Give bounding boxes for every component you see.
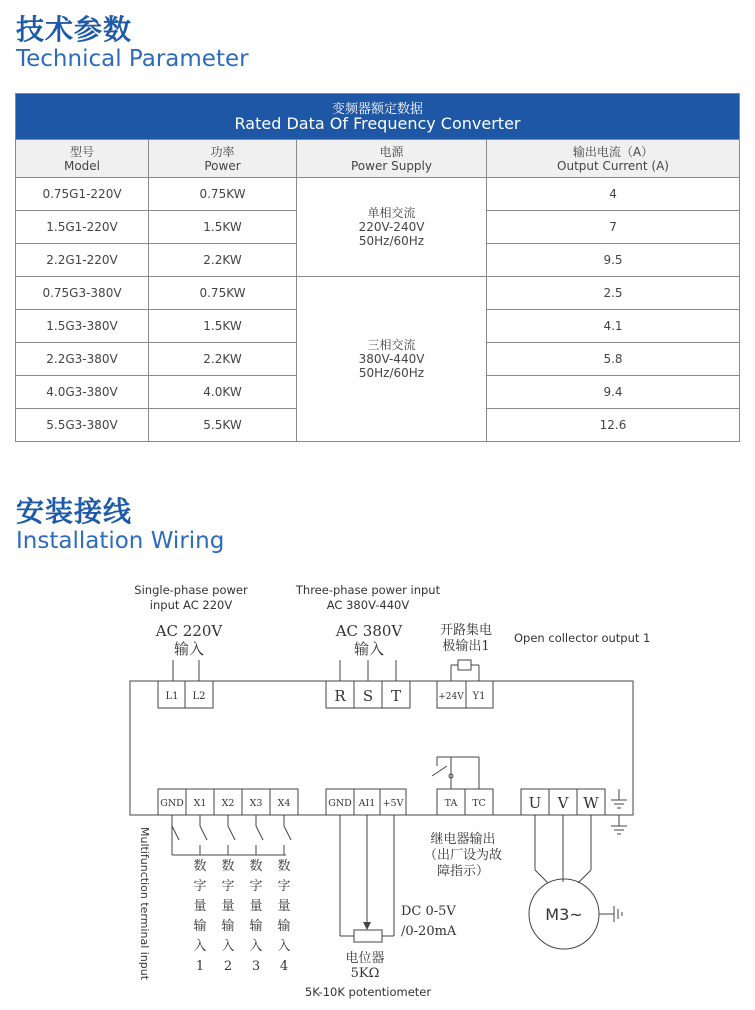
pot-label-cn: 5KΩ xyxy=(350,966,380,981)
digital-input-char: 字 xyxy=(221,879,235,894)
cell-current: 9.4 xyxy=(487,376,740,409)
relay-label: 继电器输出 xyxy=(430,832,496,847)
digital-input-char: 字 xyxy=(193,879,207,894)
cell-current: 4.1 xyxy=(487,310,740,343)
col-header-cn: 功率 xyxy=(210,144,235,159)
table-title xyxy=(16,94,740,140)
digital-input-char: 输 xyxy=(249,919,263,934)
cell-current: 2.5 xyxy=(487,277,740,310)
digital-input-char: 量 xyxy=(193,899,207,914)
digital-input-char: 数 xyxy=(193,859,207,874)
table-row xyxy=(16,277,740,310)
cell-current: 4 xyxy=(487,178,740,211)
table-row xyxy=(16,178,740,211)
cell-current: 5.8 xyxy=(487,343,740,376)
single-phase-label-cn: AC 220V xyxy=(155,622,223,640)
section-title-cn: 技术参数 xyxy=(16,13,133,46)
terminal-label: GND xyxy=(328,798,352,809)
single-phase-label-en: Single-phase power xyxy=(134,583,248,597)
section2-title-en: Installation Wiring xyxy=(16,528,225,554)
pot-label-cn: 电位器 xyxy=(345,951,385,966)
potentiometer-wiper-arrow xyxy=(363,922,371,930)
terminal-label: +5V xyxy=(382,798,404,809)
supply-line: 50Hz/60Hz xyxy=(358,366,425,380)
col-header-supply xyxy=(297,140,487,178)
digital-input-char: 输 xyxy=(193,919,207,934)
digital-input-char: 入 xyxy=(277,939,291,954)
terminal-label: Y1 xyxy=(472,691,486,702)
cell-model: 4.0G3-380V xyxy=(16,376,149,409)
col-header-power xyxy=(149,140,297,178)
terminal-label: L2 xyxy=(192,691,206,702)
cell-power: 5.5KW xyxy=(149,409,297,442)
terminal-label: W xyxy=(583,794,599,812)
cell-power: 0.75KW xyxy=(149,277,297,310)
cell-model: 2.2G1-220V xyxy=(16,244,149,277)
terminal-label: TA xyxy=(444,798,458,809)
cell-current: 12.6 xyxy=(487,409,740,442)
cell-model: 0.75G3-380V xyxy=(16,277,149,310)
pot-label-en: 5K-10K potentiometer xyxy=(304,985,432,999)
col-header-en: Model xyxy=(63,158,101,173)
terminal-label: X1 xyxy=(193,798,207,809)
terminal-label: +24V xyxy=(438,692,464,702)
dc-range-label: DC 0-5V xyxy=(401,904,456,919)
cell-current: 7 xyxy=(487,211,740,244)
terminal-label: R xyxy=(334,687,346,705)
three-phase-label-en: Three-phase power input xyxy=(295,583,441,597)
cell-supply-three xyxy=(297,277,487,442)
oc-label-cn: 开路集电 xyxy=(439,623,493,638)
digital-input-num: 2 xyxy=(223,959,233,974)
cell-model: 1.5G3-380V xyxy=(16,310,149,343)
cell-model: 2.2G3-380V xyxy=(16,343,149,376)
cell-power: 1.5KW xyxy=(149,310,297,343)
digital-input-char: 字 xyxy=(277,879,291,894)
cell-model: 1.5G1-220V xyxy=(16,211,149,244)
relay-label: 障指示） xyxy=(436,864,490,879)
digital-input-char: 入 xyxy=(193,939,207,954)
cell-power: 0.75KW xyxy=(149,178,297,211)
oc-label-en: Open collector output 1 xyxy=(514,631,651,645)
col-header-en: Power xyxy=(204,158,241,173)
rated-data-table xyxy=(15,93,740,442)
table-title-en: Rated Data Of Frequency Converter xyxy=(234,113,521,133)
cell-power: 4.0KW xyxy=(149,376,297,409)
dc-range-label: /0-20mA xyxy=(401,924,457,939)
digital-input-char: 量 xyxy=(221,899,235,914)
col-header-cn: 输出电流（A） xyxy=(572,144,654,159)
digital-input-labels xyxy=(193,858,290,974)
relay-label: （出厂设为故 xyxy=(423,848,503,863)
col-header-current xyxy=(487,140,740,178)
terminal-label: T xyxy=(390,687,402,705)
terminal-label: U xyxy=(528,794,542,812)
terminal-label: X2 xyxy=(221,798,235,809)
digital-input-char: 入 xyxy=(221,939,235,954)
terminal-label: X4 xyxy=(277,798,291,809)
potentiometer-symbol xyxy=(354,930,382,942)
digital-input-char: 数 xyxy=(221,859,235,874)
supply-line: 单相交流 xyxy=(367,206,416,220)
three-phase-label-cn: 输入 xyxy=(353,640,385,658)
terminal-label: V xyxy=(557,794,569,812)
digital-input-char: 量 xyxy=(277,899,291,914)
cell-power: 2.2KW xyxy=(149,343,297,376)
col-header-cn: 电源 xyxy=(379,144,404,159)
three-phase-label-cn: AC 380V xyxy=(335,622,403,640)
cell-model: 5.5G3-380V xyxy=(16,409,149,442)
motor-label: M3~ xyxy=(545,905,583,924)
supply-line: 220V-240V xyxy=(358,220,425,234)
cell-power: 2.2KW xyxy=(149,244,297,277)
table-title-cn: 变频器额定数据 xyxy=(332,101,424,117)
digital-input-char: 输 xyxy=(221,919,235,934)
col-header-en: Power Supply xyxy=(351,158,432,173)
oc-label-cn: 极输出1 xyxy=(442,639,490,654)
digital-input-char: 数 xyxy=(277,859,291,874)
digital-input-char: 入 xyxy=(249,939,263,954)
terminal-label: GND xyxy=(160,798,184,809)
digital-input-char: 字 xyxy=(249,879,263,894)
supply-line: 380V-440V xyxy=(358,352,425,366)
terminal-label: AI1 xyxy=(358,798,376,809)
terminal-label: X3 xyxy=(249,798,263,809)
cell-model: 0.75G1-220V xyxy=(16,178,149,211)
supply-line: 50Hz/60Hz xyxy=(358,234,425,248)
single-phase-label-en: input AC 220V xyxy=(149,598,233,612)
col-header-model xyxy=(16,140,149,178)
digital-input-num: 1 xyxy=(195,959,205,974)
terminal-label: TC xyxy=(472,798,486,809)
digital-input-num: 4 xyxy=(279,959,289,974)
digital-input-num: 3 xyxy=(251,959,261,974)
section-title-en: Technical Parameter xyxy=(16,46,249,72)
cell-current: 9.5 xyxy=(487,244,740,277)
cell-power: 1.5KW xyxy=(149,211,297,244)
digital-input-char: 输 xyxy=(277,919,291,934)
col-header-en: Output Current (A) xyxy=(557,158,669,173)
terminal-label: L1 xyxy=(165,691,179,702)
supply-line: 三相交流 xyxy=(367,338,416,352)
digital-input-char: 数 xyxy=(249,859,263,874)
terminal-label: S xyxy=(362,687,374,705)
col-header-cn: 型号 xyxy=(69,144,94,159)
multifunction-label: Multifunction terminal input xyxy=(138,827,151,981)
digital-input-char: 量 xyxy=(249,899,263,914)
wiring-diagram xyxy=(0,570,755,1010)
cell-supply-single xyxy=(297,178,487,277)
three-phase-label-en: AC 380V-440V xyxy=(326,598,410,612)
section2-title-cn: 安装接线 xyxy=(16,495,133,528)
single-phase-label-cn: 输入 xyxy=(173,640,205,658)
